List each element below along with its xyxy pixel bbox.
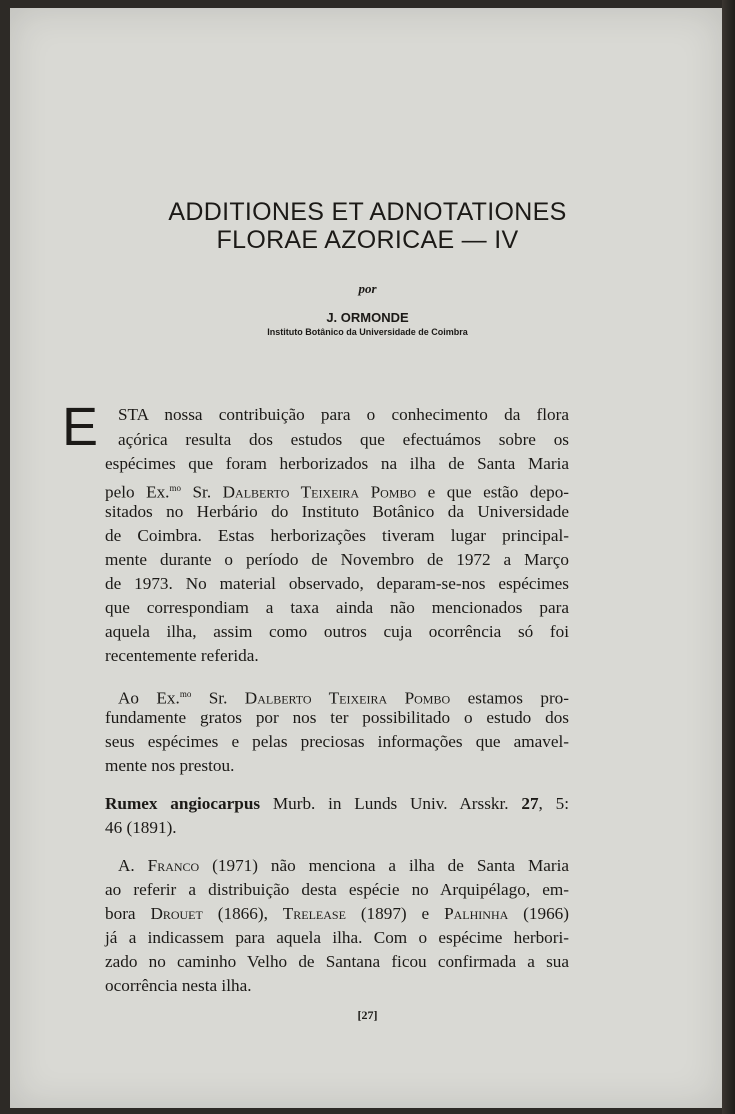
page-number: [27] <box>357 1008 378 1022</box>
para1-line-11: recentemente referida. <box>105 646 259 665</box>
person-name: Palhinha <box>444 904 509 923</box>
text: pelo Ex. <box>105 482 170 502</box>
para1-line-3: espécimes que foram herborizados na ilha de Santa Maria <box>105 454 569 473</box>
text: estamos pro- <box>450 688 569 708</box>
text: Murb. in Lunds Univ. Arsskr. <box>260 794 522 813</box>
text: (1971) não menciona a ilha de Santa Maria <box>199 856 569 875</box>
person-name: Trelease <box>282 904 346 923</box>
superscript: mo <box>179 689 192 699</box>
text: (1866), <box>202 904 283 923</box>
para2-line-4: mente nos prestou. <box>105 756 235 775</box>
para1-line-5: sitados no Herbário do Instituto Botânico da Universidade <box>105 502 569 521</box>
para1-line-10: aquela ilha, assim como outros cuja ocorrência só foi <box>105 622 569 641</box>
para3-line-4: já a indicassem para aquela ilha. Com o espécime herbori- <box>105 928 569 947</box>
text: , 5: <box>538 794 569 813</box>
person-name: Drouet <box>150 904 203 923</box>
person-name: Dalberto Teixeira Pombo <box>244 688 451 708</box>
text: (1966) <box>508 904 569 923</box>
book-edge <box>722 0 735 1114</box>
para2-line-2: fundamente gratos por nos ter possibilitado o estudo dos <box>105 708 569 727</box>
text: bora <box>105 904 151 923</box>
title-line-1: ADDITIONES ET ADNOTATIONES <box>168 198 567 226</box>
person-name: Franco <box>147 856 200 875</box>
superscript: mo <box>169 483 181 493</box>
text: Sr. <box>191 688 245 708</box>
para1-line-8: de 1973. No material observado, deparam-se-nos espécimes <box>105 574 569 593</box>
species-line-2: 46 (1891). <box>105 818 177 837</box>
byline-por: por <box>358 281 377 296</box>
para3-line-5: zado no caminho Velho de Santana ficou confirmada a sua <box>105 952 569 971</box>
author-name: J. ORMONDE <box>326 310 409 325</box>
para1-line-6: de Coimbra. Estas herborizações tiveram lugar principal- <box>105 526 569 545</box>
para3-line-3 <box>105 903 569 925</box>
text: Sr. <box>181 482 223 502</box>
para1-line-7: mente durante o período de Novembro de 1972 a Março <box>105 550 569 569</box>
volume-number: 27 <box>521 794 539 813</box>
para1-line-2: açórica resulta dos estudos que efectuámos sobre os <box>118 430 569 449</box>
species-line-1 <box>105 793 569 815</box>
drop-cap: E <box>62 397 99 457</box>
text: Ao Ex. <box>118 688 180 708</box>
para1-line-4 <box>105 477 569 504</box>
text: (1897) e <box>345 904 445 923</box>
para3-line-2: ao referir a distribuição desta espécie no Arquipélago, em- <box>105 880 569 899</box>
para2-line-1 <box>118 683 569 710</box>
para3-line-1 <box>118 855 569 877</box>
title-line-2: FLORAE AZORICAE — IV <box>216 226 519 254</box>
author-institution: Instituto Botânico da Universidade de Coimbra <box>267 327 468 337</box>
para3-line-6: ocorrência nesta ilha. <box>105 976 252 995</box>
para2-line-3: seus espécimes e pelas preciosas informações que amavel- <box>105 732 569 751</box>
para1-line-1: STA nossa contribuição para o conhecimento da flora <box>118 405 569 424</box>
text: e que estão depo- <box>416 482 570 502</box>
text: A. <box>118 856 148 875</box>
person-name: Dalberto Teixeira Pombo <box>222 482 417 502</box>
species-name: Rumex angiocarpus <box>105 794 261 813</box>
para1-line-9: que correspondiam a taxa ainda não mencionados para <box>105 598 569 617</box>
